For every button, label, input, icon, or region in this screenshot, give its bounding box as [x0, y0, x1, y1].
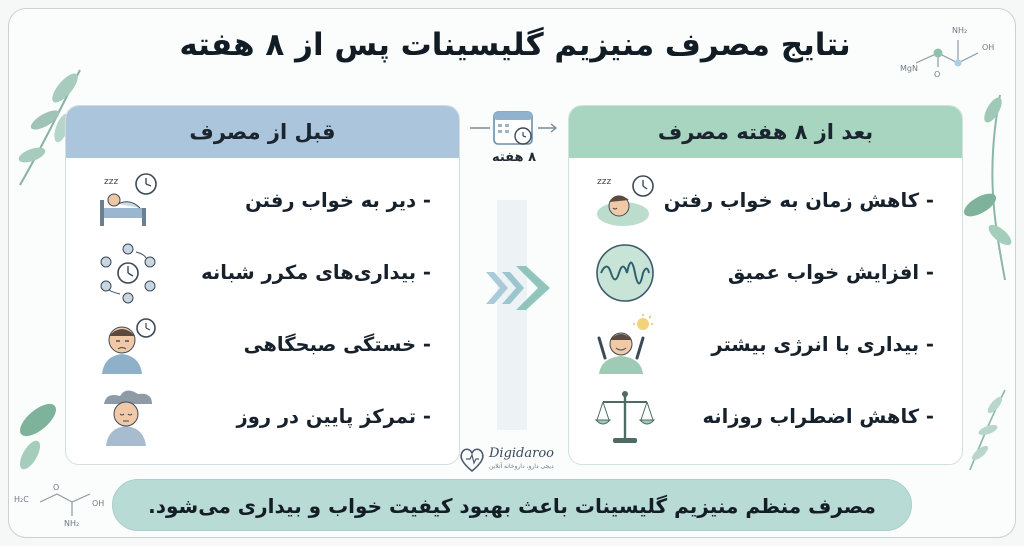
svg-text:zzz: zzz [597, 177, 612, 187]
molecule-diagram-top-right [898, 15, 1008, 85]
molecule-o-label-bottom: O [53, 483, 60, 492]
after-panel-heading: بعد از ۸ هفته مصرف [569, 106, 962, 158]
before-item [66, 238, 459, 308]
page-title: نتایج مصرف منیزیم گلیسینات پس از ۸ هفته [179, 27, 851, 63]
foggy-head-icon [96, 386, 160, 448]
molecule-mg-label: MgN [900, 64, 918, 73]
molecule-h2c-label: H₂C [14, 495, 29, 504]
before-panel-heading: قبل از مصرف [66, 106, 459, 158]
svg-text:zzz: zzz [104, 177, 119, 187]
molecule-o-label: O [934, 70, 941, 79]
molecule-nh2-label: NH₂ [952, 26, 968, 35]
deep-sleep-wave-icon [593, 242, 657, 304]
brand-tagline: دیجی دارو، داروخانه آنلاین [489, 463, 554, 470]
after-item [569, 310, 962, 380]
after-item [569, 382, 962, 452]
transition-area [460, 100, 568, 460]
leaf-decoration-right [955, 85, 1015, 285]
night-waking-cycle-icon [96, 242, 160, 304]
tired-alarm-icon [96, 314, 160, 376]
molecule-oh-label-bottom: OH [92, 499, 105, 508]
balance-scale-icon [593, 386, 657, 448]
after-item-label: - کاهش اضطراب روزانه [702, 405, 934, 428]
brand-logo [455, 442, 585, 476]
before-item-label: - تمرکز پایین در روز [236, 405, 431, 428]
heart-logo-icon [457, 444, 487, 474]
before-item-label: - بیداری‌های مکرر شبانه [201, 261, 431, 284]
before-item-label: - خستگی صبحگاهی [243, 333, 431, 356]
molecule-oh-label: OH [982, 43, 995, 52]
energetic-wakeup-icon [593, 314, 657, 376]
after-item [569, 238, 962, 308]
before-panel [65, 105, 460, 465]
weeks-label: ۸ هفته [491, 150, 537, 165]
sleepless-bed-clock-icon [96, 170, 160, 232]
summary-banner: مصرف منظم منیزیم گلیسینات باعث بهبود کیفیت خواب و بیداری می‌شود. [112, 479, 912, 531]
before-item [66, 166, 459, 236]
before-item [66, 382, 459, 452]
after-item-label: - بیداری با انرژی بیشتر [711, 333, 934, 356]
after-item-label: - کاهش زمان به خواب رفتن [663, 189, 934, 212]
brand-name: Digidaroo [489, 446, 554, 461]
molecule-nh2-label-bottom: NH₂ [64, 519, 80, 528]
before-item-label: - دیر به خواب رفتن [245, 189, 431, 212]
molecule-diagram-bottom-left [12, 480, 112, 535]
leaf-decoration-bottom-left [10, 380, 70, 480]
after-item [569, 166, 962, 236]
leaf-decoration-bottom-right [960, 385, 1015, 475]
before-item [66, 310, 459, 380]
after-panel [568, 105, 963, 465]
after-item-label: - افزایش خواب عمیق [727, 261, 934, 284]
peaceful-sleep-clock-icon [593, 170, 657, 232]
